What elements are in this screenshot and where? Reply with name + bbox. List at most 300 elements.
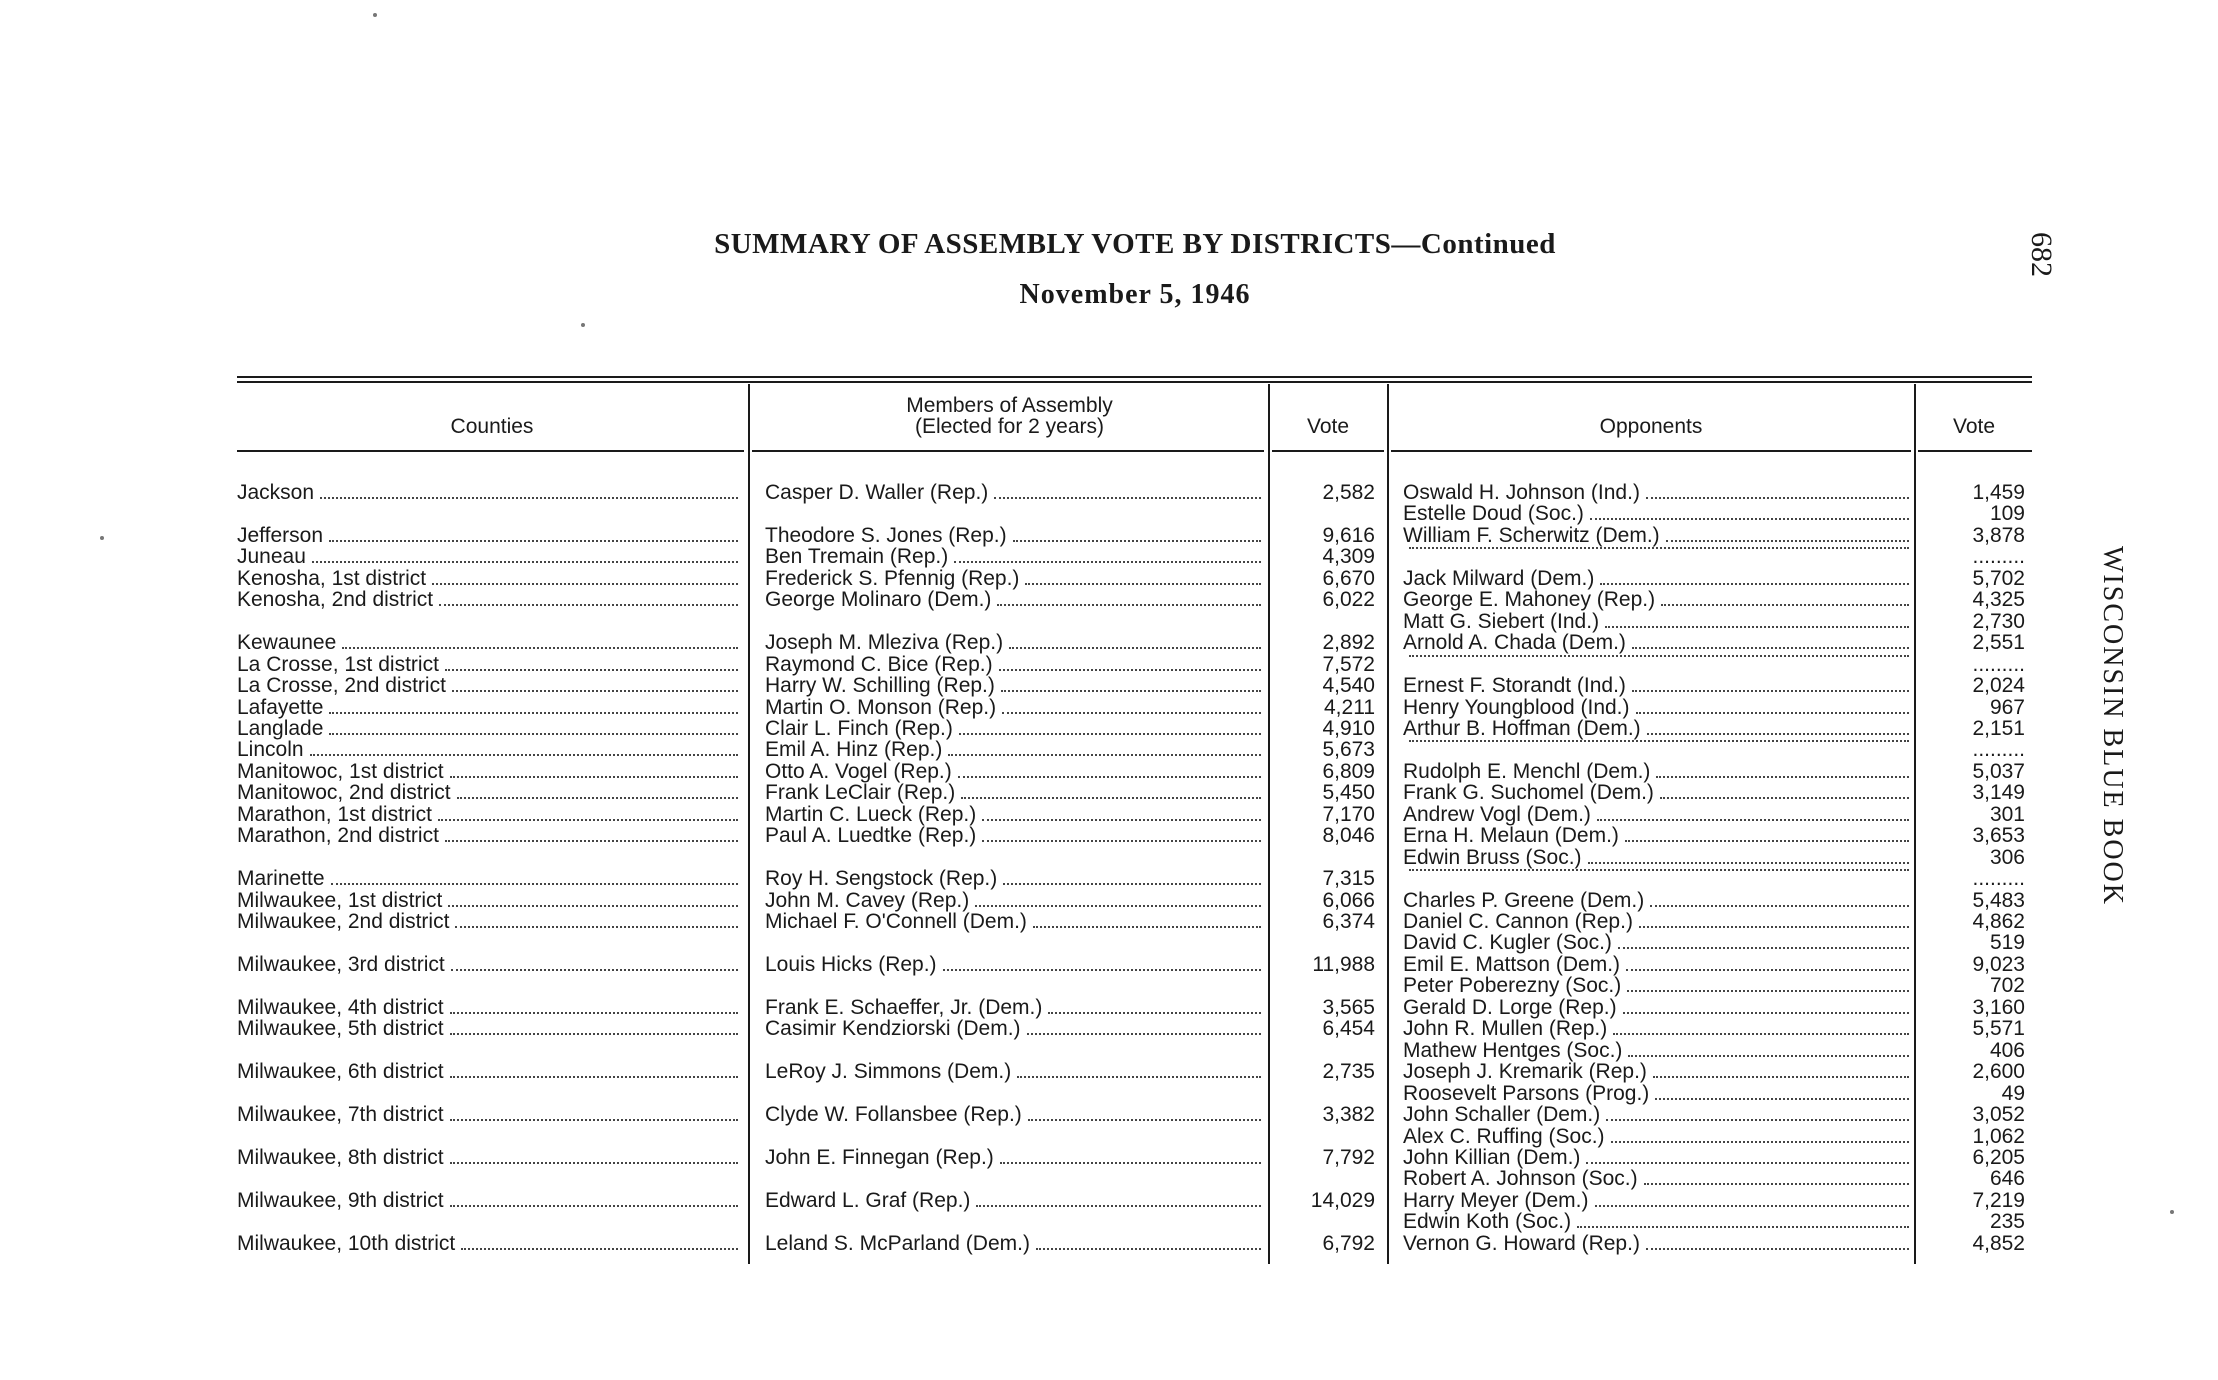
vote-cell: 3,382 xyxy=(1322,1103,1375,1127)
member-cell-text: Harry W. Schilling (Rep.) xyxy=(765,674,995,698)
dot-leader xyxy=(1626,968,1909,971)
opponent-vote-cell: 3,149 xyxy=(1972,781,2025,805)
dot-leader xyxy=(450,1204,738,1207)
opponent-cell-text: William F. Scherwitz (Dem.) xyxy=(1403,523,1660,547)
opponent-vote-cell: 301 xyxy=(1989,802,2025,826)
vote-cell: 6,792 xyxy=(1322,1231,1375,1255)
county-cell-text: Jefferson xyxy=(237,523,323,547)
opponent-cell-text: Harry Meyer (Dem.) xyxy=(1403,1188,1589,1212)
opponent-cell xyxy=(1403,954,1913,975)
paper-speck xyxy=(373,13,377,17)
vote-cell: 6,809 xyxy=(1322,759,1375,783)
member-cell xyxy=(765,525,1265,546)
opponent-vote-cell: 646 xyxy=(1989,1167,2025,1191)
county-cell-text: Langlade xyxy=(237,716,324,740)
dot-leader xyxy=(999,668,1261,671)
opponent-cell-text: Roosevelt Parsons (Prog.) xyxy=(1403,1081,1650,1105)
member-cell-text: Emil A. Hinz (Rep.) xyxy=(765,738,943,762)
member-cell xyxy=(765,697,1265,718)
county-cell-text: Milwaukee, 10th district xyxy=(237,1231,456,1255)
opponent-cell-text: Frank G. Suchomel (Dem.) xyxy=(1403,781,1654,805)
opponent-vote-cell: 109 xyxy=(1989,502,2025,526)
dot-leader xyxy=(1009,646,1261,649)
paper-speck xyxy=(100,536,104,540)
member-cell-text: Clair L. Finch (Rep.) xyxy=(765,716,953,740)
vote-cell: 6,454 xyxy=(1322,1017,1375,1041)
opponent-vote-cell: 702 xyxy=(1989,974,2025,998)
header-vote: Vote xyxy=(1306,415,1350,438)
member-cell-text: Otto A. Vogel (Rep.) xyxy=(765,759,952,783)
vote-cell: 2,735 xyxy=(1322,1060,1375,1084)
member-cell-text: Roy H. Sengstock (Rep.) xyxy=(765,867,998,891)
opponent-cell xyxy=(1403,868,1913,871)
member-cell xyxy=(765,1190,1265,1211)
opponent-cell xyxy=(1403,1018,1913,1039)
opponent-vote-cell: 2,600 xyxy=(1972,1060,2025,1084)
member-cell-text: Joseph M. Mleziva (Rep.) xyxy=(765,631,1004,655)
dot-leader xyxy=(450,1161,738,1164)
paper-speck xyxy=(2170,1210,2174,1214)
member-cell xyxy=(765,482,1265,503)
dot-leader xyxy=(1627,989,1909,992)
vote-cell: 4,910 xyxy=(1322,716,1375,740)
dot-leader xyxy=(1588,861,1909,864)
opponent-cell-text: Henry Youngblood (Ind.) xyxy=(1403,695,1630,719)
member-cell xyxy=(765,1061,1265,1082)
dot-leader xyxy=(455,925,738,928)
dot-leader xyxy=(1001,689,1261,692)
dot-leader xyxy=(994,496,1261,499)
dot-leader xyxy=(1646,496,1909,499)
opponent-cell xyxy=(1403,1061,1913,1082)
dot-leader xyxy=(310,753,738,756)
vote-cell: 7,170 xyxy=(1322,802,1375,826)
opponent-vote-cell: 7,219 xyxy=(1972,1188,2025,1212)
dot-leader xyxy=(959,732,1261,735)
opponent-vote-cell: 5,702 xyxy=(1972,566,2025,590)
county-cell-text: La Crosse, 2nd district xyxy=(237,674,446,698)
dot-leader xyxy=(329,539,738,542)
county-cell xyxy=(237,1061,742,1082)
opponent-cell xyxy=(1403,975,1913,996)
dot-leader xyxy=(975,904,1261,907)
county-cell-text: Milwaukee, 9th district xyxy=(237,1188,444,1212)
opponent-cell xyxy=(1403,654,1913,657)
county-cell xyxy=(237,1147,742,1168)
vote-cell: 7,572 xyxy=(1322,652,1375,676)
member-cell-text: George Molinaro (Dem.) xyxy=(765,588,992,612)
opponent-vote-cell: 3,160 xyxy=(1972,995,2025,1019)
opponent-vote-cell: 306 xyxy=(1989,845,2025,869)
dot-leader xyxy=(439,603,738,606)
dot-leader xyxy=(1409,868,1909,871)
county-cell xyxy=(237,997,742,1018)
dot-leader xyxy=(1033,925,1261,928)
opponent-cell xyxy=(1403,847,1913,868)
opponent-vote-cell: ......... xyxy=(1972,545,2025,569)
county-cell-text: Milwaukee, 7th district xyxy=(237,1103,444,1127)
dot-leader xyxy=(1666,539,1909,542)
opponent-cell-text: John Schaller (Dem.) xyxy=(1403,1103,1601,1127)
member-cell xyxy=(765,589,1265,610)
county-cell xyxy=(237,954,742,975)
member-cell xyxy=(765,761,1265,782)
dot-leader xyxy=(1027,1032,1261,1035)
opponent-cell xyxy=(1403,890,1913,911)
opponent-cell xyxy=(1403,546,1913,549)
dot-leader xyxy=(1647,732,1909,735)
opponent-cell xyxy=(1403,804,1913,825)
member-cell-text: Theodore S. Jones (Rep.) xyxy=(765,523,1007,547)
county-cell-text: Milwaukee, 1st district xyxy=(237,888,443,912)
dot-leader xyxy=(312,560,738,563)
opponent-cell xyxy=(1403,1147,1913,1168)
vote-cell: 4,540 xyxy=(1322,674,1375,698)
county-cell xyxy=(237,568,742,589)
county-cell-text: Milwaukee, 5th district xyxy=(237,1017,444,1041)
opponent-vote-cell: 406 xyxy=(1989,1038,2025,1062)
county-cell-text: Marathon, 1st district xyxy=(237,802,432,826)
dot-leader xyxy=(1661,603,1909,606)
member-cell-text: LeRoy J. Simmons (Dem.) xyxy=(765,1060,1012,1084)
member-cell xyxy=(765,825,1265,846)
opponent-cell xyxy=(1403,825,1913,846)
member-cell-text: Casper D. Waller (Rep.) xyxy=(765,481,989,504)
member-cell-text: Frank LeClair (Rep.) xyxy=(765,781,956,805)
member-cell xyxy=(765,1018,1265,1039)
county-cell xyxy=(237,1018,742,1039)
dot-leader xyxy=(982,818,1261,821)
dot-leader xyxy=(1013,539,1261,542)
header-opponents: Opponents xyxy=(1599,415,1703,438)
county-cell xyxy=(237,911,742,932)
member-cell-text: Casimir Kendziorski (Dem.) xyxy=(765,1017,1021,1041)
opponent-cell xyxy=(1403,1233,1913,1254)
opponent-cell xyxy=(1403,1190,1913,1211)
county-cell-text: Milwaukee, 3rd district xyxy=(237,952,445,976)
dot-leader xyxy=(1025,582,1261,585)
dot-leader xyxy=(1646,1247,1909,1250)
dot-leader xyxy=(438,818,738,821)
dot-leader xyxy=(1000,1161,1261,1164)
opponent-cell-text: Emil E. Mattson (Dem.) xyxy=(1403,952,1621,976)
dot-leader xyxy=(1409,654,1909,657)
opponent-cell-text: Arthur B. Hoffman (Dem.) xyxy=(1403,716,1641,740)
opponent-cell-text: Joseph J. Kremarik (Rep.) xyxy=(1403,1060,1647,1084)
member-cell xyxy=(765,568,1265,589)
county-cell xyxy=(237,546,742,567)
county-cell-text: Juneau xyxy=(237,545,306,569)
county-cell-text: La Crosse, 1st district xyxy=(237,652,439,676)
dot-leader xyxy=(1595,1204,1909,1207)
opponent-cell-text: Edwin Koth (Soc.) xyxy=(1403,1210,1572,1234)
opponent-cell xyxy=(1403,675,1913,696)
county-cell-text: Milwaukee, 8th district xyxy=(237,1145,444,1169)
opponent-vote-cell: 2,730 xyxy=(1972,609,2025,633)
dot-leader xyxy=(1577,1225,1909,1228)
opponent-cell-text: George E. Mahoney (Rep.) xyxy=(1403,588,1656,612)
dot-leader xyxy=(1639,925,1909,928)
dot-leader xyxy=(450,1032,738,1035)
dot-leader xyxy=(1656,775,1909,778)
opponent-vote-cell: ......... xyxy=(1972,652,2025,676)
county-cell xyxy=(237,782,742,803)
dot-leader xyxy=(1653,1075,1909,1078)
dot-leader xyxy=(1632,689,1909,692)
opponent-vote-cell: 4,852 xyxy=(1972,1231,2025,1255)
dot-leader xyxy=(331,882,738,885)
member-cell-text: Michael F. O'Connell (Dem.) xyxy=(765,910,1027,933)
dot-leader xyxy=(1636,711,1910,714)
paper-speck xyxy=(581,323,585,327)
county-cell-text: Lincoln xyxy=(237,738,304,762)
dot-leader xyxy=(461,1247,738,1250)
member-cell-text: Ben Tremain (Rep.) xyxy=(765,545,949,569)
member-cell xyxy=(765,1147,1265,1168)
dot-leader xyxy=(1618,946,1909,949)
county-cell xyxy=(237,804,742,825)
vote-cell: 6,066 xyxy=(1322,888,1375,912)
member-cell xyxy=(765,804,1265,825)
member-cell-text: Clyde W. Follansbee (Rep.) xyxy=(765,1103,1022,1127)
opponent-vote-cell: 1,459 xyxy=(1972,481,2025,504)
opponent-vote-cell: 9,023 xyxy=(1972,952,2025,976)
opponent-vote-cell: 49 xyxy=(2001,1081,2025,1105)
county-cell xyxy=(237,739,742,760)
vote-cell: 3,565 xyxy=(1322,995,1375,1019)
member-cell xyxy=(765,632,1265,653)
opponent-cell-text: Edwin Bruss (Soc.) xyxy=(1403,845,1582,869)
county-cell xyxy=(237,868,742,889)
member-cell xyxy=(765,911,1265,932)
column-divider xyxy=(1914,384,1916,1264)
opponent-cell-text: Mathew Hentges (Soc.) xyxy=(1403,1038,1623,1062)
opponent-vote-cell: 1,062 xyxy=(1972,1124,2025,1148)
county-cell-text: Jackson xyxy=(237,481,315,504)
opponent-cell-text: Matt G. Siebert (Ind.) xyxy=(1403,609,1600,633)
county-cell-text: Marathon, 2nd district xyxy=(237,824,439,848)
vote-cell: 6,374 xyxy=(1322,910,1375,933)
opponent-vote-cell: ......... xyxy=(1972,738,2025,762)
member-cell xyxy=(765,546,1265,567)
county-cell xyxy=(237,632,742,653)
member-cell-text: Martin O. Monson (Rep.) xyxy=(765,695,997,719)
opponent-cell-text: Erna H. Melaun (Dem.) xyxy=(1403,824,1619,848)
member-cell xyxy=(765,954,1265,975)
dot-leader xyxy=(1660,796,1909,799)
vote-cell: 6,670 xyxy=(1322,566,1375,590)
dot-leader xyxy=(982,839,1261,842)
column-divider xyxy=(1268,384,1270,1264)
opponent-cell-text: Charles P. Greene (Dem.) xyxy=(1403,888,1645,912)
opponent-cell-text: David C. Kugler (Soc.) xyxy=(1403,931,1612,955)
dot-leader xyxy=(1644,1182,1909,1185)
dot-leader xyxy=(1611,1140,1909,1143)
opponent-cell xyxy=(1403,932,1913,953)
dot-leader xyxy=(954,560,1261,563)
opponent-vote-cell: 2,551 xyxy=(1972,631,2025,655)
member-cell xyxy=(765,718,1265,739)
dot-leader xyxy=(1017,1075,1261,1078)
dot-leader xyxy=(1655,1097,1909,1100)
opponent-cell xyxy=(1403,782,1913,803)
opponent-cell xyxy=(1403,697,1913,718)
dot-leader xyxy=(448,904,738,907)
member-cell-text: Leland S. McParland (Dem.) xyxy=(765,1231,1030,1255)
vote-cell: 14,029 xyxy=(1310,1188,1375,1212)
opponent-cell xyxy=(1403,1040,1913,1061)
opponent-cell xyxy=(1403,997,1913,1018)
member-cell xyxy=(765,739,1265,760)
dot-leader xyxy=(997,603,1261,606)
opponent-cell xyxy=(1403,503,1913,524)
county-cell xyxy=(237,525,742,546)
opponent-cell xyxy=(1403,568,1913,589)
dot-leader xyxy=(457,796,738,799)
county-cell-text: Milwaukee, 2nd district xyxy=(237,910,450,933)
dot-leader xyxy=(432,582,738,585)
member-cell xyxy=(765,997,1265,1018)
vote-cell: 8,046 xyxy=(1322,824,1375,848)
opponent-cell xyxy=(1403,632,1913,653)
opponent-cell-text: John Killian (Dem.) xyxy=(1403,1145,1581,1169)
opponent-cell xyxy=(1403,1104,1913,1125)
dot-leader xyxy=(1002,711,1261,714)
county-cell-text: Lafayette xyxy=(237,695,324,719)
member-cell-text: Frank E. Schaeffer, Jr. (Dem.) xyxy=(765,995,1043,1019)
column-divider xyxy=(1387,384,1389,1264)
dot-leader xyxy=(450,775,738,778)
county-cell xyxy=(237,697,742,718)
vote-cell: 4,309 xyxy=(1322,545,1375,569)
county-cell xyxy=(237,890,742,911)
opponent-vote-cell: 235 xyxy=(1989,1210,2025,1234)
opponent-cell-text: Alex C. Ruffing (Soc.) xyxy=(1403,1124,1605,1148)
member-cell-text: John M. Cavey (Rep.) xyxy=(765,888,970,912)
vote-cell: 7,315 xyxy=(1322,867,1375,891)
dot-leader xyxy=(1590,517,1909,520)
opponent-cell-text: Oswald H. Johnson (Ind.) xyxy=(1403,481,1640,504)
dot-leader xyxy=(1650,904,1909,907)
opponent-vote-cell: 5,037 xyxy=(1972,759,2025,783)
opponent-cell-text: Andrew Vogl (Dem.) xyxy=(1403,802,1591,826)
vote-cell: 11,988 xyxy=(1312,952,1375,976)
running-head: WISCONSIN BLUE BOOK xyxy=(2097,546,2128,906)
dot-leader xyxy=(1028,1118,1261,1121)
header-underline xyxy=(1391,450,1911,452)
member-cell-text: Martin C. Lueck (Rep.) xyxy=(765,802,977,826)
county-cell xyxy=(237,482,742,503)
dot-leader xyxy=(1605,625,1909,628)
opponent-vote-cell: 4,325 xyxy=(1972,588,2025,612)
opponent-cell xyxy=(1403,611,1913,632)
dot-leader xyxy=(1623,1011,1909,1014)
opponent-vote-cell: 3,052 xyxy=(1972,1103,2025,1127)
dot-leader xyxy=(1600,582,1909,585)
county-cell xyxy=(237,654,742,675)
vote-cell: 2,582 xyxy=(1322,481,1375,504)
opponent-cell-text: Arnold A. Chada (Dem.) xyxy=(1403,631,1626,655)
dot-leader xyxy=(329,732,738,735)
county-cell xyxy=(237,825,742,846)
page-title: SUMMARY OF ASSEMBLY VOTE BY DISTRICTS—Continued xyxy=(714,228,1556,260)
dot-leader xyxy=(450,1118,738,1121)
opponent-cell-text: Estelle Doud (Soc.) xyxy=(1403,502,1584,526)
opponent-vote-cell: 3,653 xyxy=(1972,824,2025,848)
member-cell-text: Edward L. Graf (Rep.) xyxy=(765,1188,971,1212)
dot-leader xyxy=(948,753,1261,756)
county-cell xyxy=(237,1190,742,1211)
dot-leader xyxy=(445,839,738,842)
vote-cell: 6,022 xyxy=(1322,588,1375,612)
header-opp-vote: Vote xyxy=(1952,415,1996,438)
opponent-cell-text: John R. Mullen (Rep.) xyxy=(1403,1017,1608,1041)
member-cell xyxy=(765,890,1265,911)
opponent-vote-cell: 519 xyxy=(1989,931,2025,955)
opponent-cell xyxy=(1403,1126,1913,1147)
dot-leader xyxy=(445,668,738,671)
header-underline xyxy=(752,450,1264,452)
dot-leader xyxy=(1003,882,1261,885)
vote-cell: 2,892 xyxy=(1322,631,1375,655)
county-cell xyxy=(237,761,742,782)
member-cell xyxy=(765,782,1265,803)
opponent-cell-text: Gerald D. Lorge (Rep.) xyxy=(1403,995,1617,1019)
member-cell-text: Paul A. Luedtke (Rep.) xyxy=(765,824,977,848)
member-cell-text: John E. Finnegan (Rep.) xyxy=(765,1145,994,1169)
dot-leader xyxy=(1613,1032,1909,1035)
column-divider xyxy=(748,384,750,1264)
opponent-vote-cell: 5,483 xyxy=(1972,888,2025,912)
dot-leader xyxy=(961,796,1261,799)
election-date: November 5, 1946 xyxy=(1019,279,1251,310)
dot-leader xyxy=(976,1204,1261,1207)
dot-leader xyxy=(958,775,1261,778)
dot-leader xyxy=(452,689,738,692)
member-cell-text: Frederick S. Pfennig (Rep.) xyxy=(765,566,1020,590)
page-number: 682 xyxy=(2025,232,2058,277)
dot-leader xyxy=(1036,1247,1261,1250)
member-cell xyxy=(765,654,1265,675)
county-cell-text: Marinette xyxy=(237,867,325,891)
header-members-line1: Members of Assembly xyxy=(906,394,1113,417)
dot-leader xyxy=(320,496,738,499)
opponent-cell-text: Ernest F. Storandt (Ind.) xyxy=(1403,674,1626,698)
opponent-cell xyxy=(1403,739,1913,742)
opponent-cell xyxy=(1403,718,1913,739)
opponent-cell xyxy=(1403,1211,1913,1232)
county-cell xyxy=(237,675,742,696)
header-members-line2: (Elected for 2 years) xyxy=(914,415,1105,438)
opponent-vote-cell: 967 xyxy=(1989,695,2025,719)
dot-leader xyxy=(329,711,738,714)
opponent-cell-text: Jack Milward (Dem.) xyxy=(1403,566,1595,590)
county-cell-text: Kenosha, 1st district xyxy=(237,566,427,590)
member-cell xyxy=(765,868,1265,889)
member-cell-text: Louis Hicks (Rep.) xyxy=(765,952,937,976)
opponent-cell xyxy=(1403,911,1913,932)
vote-cell: 9,616 xyxy=(1322,523,1375,547)
dot-leader xyxy=(1048,1011,1261,1014)
opponent-cell-text: Peter Poberezny (Soc.) xyxy=(1403,974,1622,998)
opponent-vote-cell: 6,205 xyxy=(1972,1145,2025,1169)
vote-cell: 4,211 xyxy=(1324,695,1375,719)
opponent-cell xyxy=(1403,1083,1913,1104)
dot-leader xyxy=(1409,739,1909,742)
member-cell xyxy=(765,675,1265,696)
county-cell xyxy=(237,589,742,610)
header-underline xyxy=(237,450,744,452)
